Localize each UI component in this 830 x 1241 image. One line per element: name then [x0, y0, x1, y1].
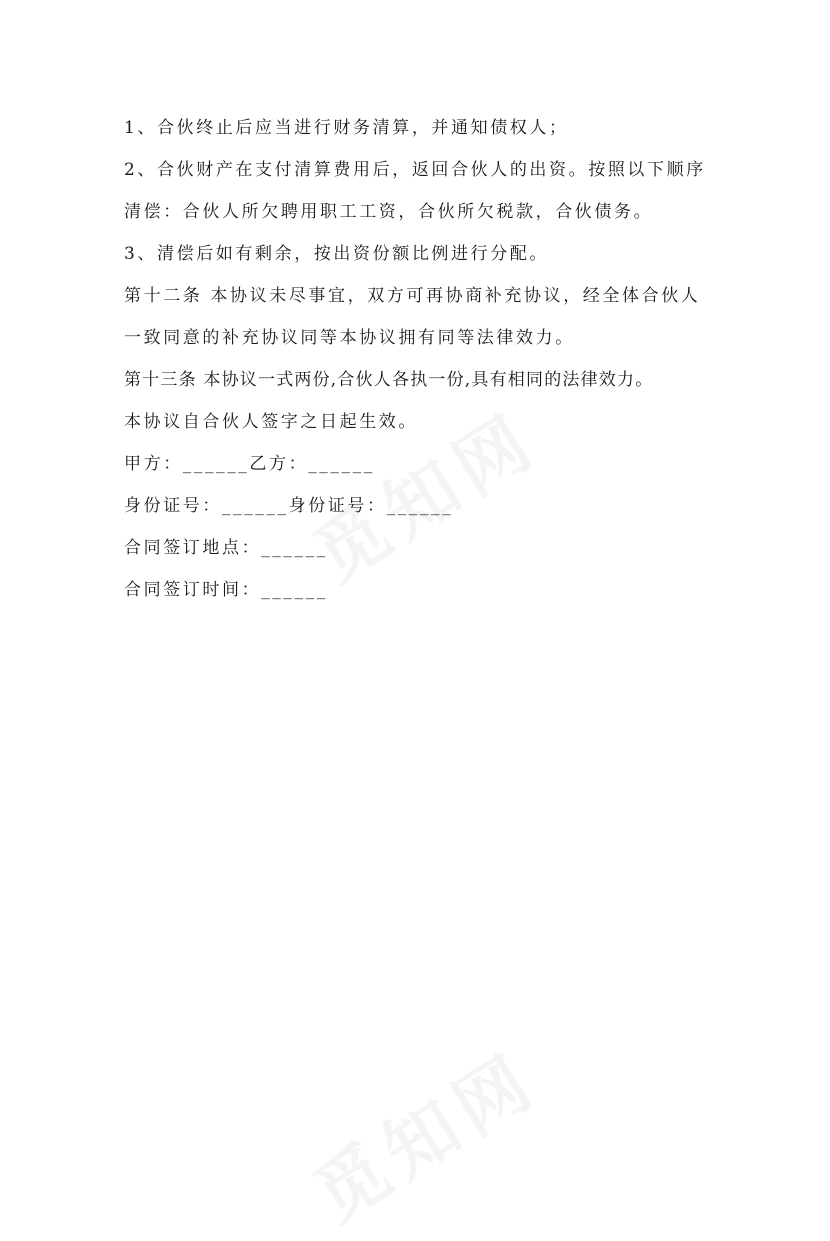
id-number-line: 身份证号：______身份证号：______ — [124, 496, 454, 516]
party-signature-line: 甲方：______乙方：______ — [124, 454, 375, 474]
signing-place-line: 合同签订地点：______ — [124, 538, 328, 558]
article-12-line-1: 第十二条 本协议未尽事宜，双方可再协商补充协议，经全体合伙人 — [124, 286, 701, 306]
clause-line-4: 3、清偿后如有剩余，按出资份额比例进行分配。 — [124, 244, 550, 264]
article-13-line: 第十三条 本协议一式两份,合伙人各执一份,具有相同的法律效力。 — [124, 370, 654, 390]
watermark-bottom — [291, 1023, 555, 1241]
effective-clause: 本协议自合伙人签字之日起生效。 — [124, 412, 418, 432]
clause-line-1: 1、合伙终止后应当进行财务清算，并通知债权人； — [124, 118, 569, 138]
document-body — [124, 107, 724, 611]
clause-line-3: 清偿：合伙人所欠聘用职工工资，合伙所欠税款，合伙债务。 — [124, 202, 654, 222]
article-12-line-2: 一致同意的补充协议同等本协议拥有同等法律效力。 — [124, 328, 575, 348]
clause-line-2: 2、合伙财产在支付清算费用后，返回合伙人的出资。按照以下顺序 — [124, 160, 706, 180]
signing-time-line: 合同签订时间：______ — [124, 580, 328, 600]
